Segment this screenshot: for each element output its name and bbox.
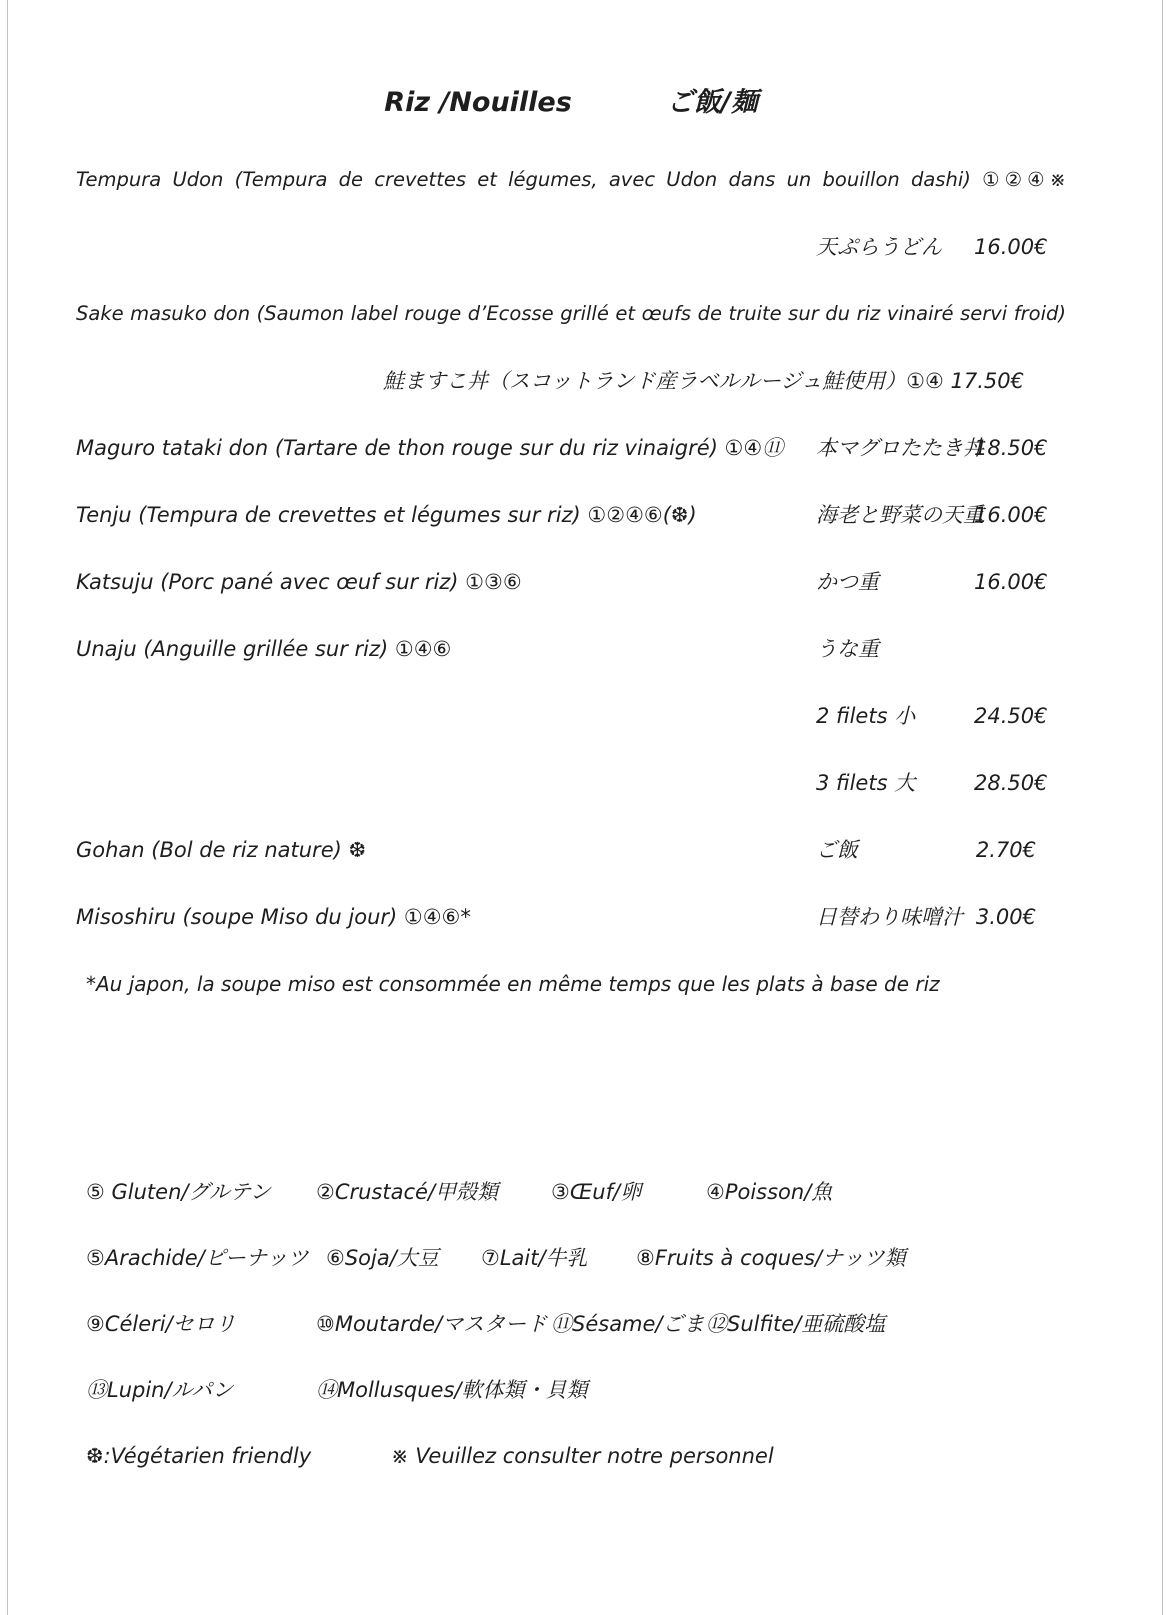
variant-label: 2 filets 小 <box>816 704 916 728</box>
menu-item-misoshiru <box>76 902 1066 932</box>
item-japanese-name: 本マグロたたき丼 <box>816 436 984 460</box>
item-price: 16.00€ <box>974 235 1048 259</box>
allergen-moutarde: ⑩Moutarde/マスタード <box>316 1312 548 1336</box>
menu-item-tempura-udon-price-line <box>76 232 1066 262</box>
allergen-arachide: ⑤Arachide/ピーナッツ <box>86 1246 309 1270</box>
item-price: 16.00€ <box>974 503 1048 527</box>
item-japanese-name-and-price: 鮭ますこ丼（スコットランド産ラベルルージュ鮭使用）①④ 17.50€ <box>382 369 1024 393</box>
allergen-gluten: ⑤ Gluten/グルテン <box>86 1180 271 1204</box>
item-price: 18.50€ <box>974 436 1048 460</box>
item-description: Misoshiru (soupe Miso du jour) ①④⑥* <box>76 905 471 929</box>
allergen-crustace: ②Crustacé/甲殻類 <box>316 1180 499 1204</box>
item-price: 16.00€ <box>974 570 1048 594</box>
item-description: Unaju (Anguille grillée sur riz) ①④⑥ <box>76 637 452 661</box>
allergen-row-2 <box>76 1243 1066 1309</box>
legend-footer-row <box>76 1441 1066 1507</box>
allergen-lait: ⑦Lait/牛乳 <box>481 1246 588 1270</box>
item-price: 2.70€ <box>975 838 1036 862</box>
item-description: Sake masuko don (Saumon label rouge d’Ecosse grillé et œufs de truite sur du riz vinairé servi froid) <box>76 302 1066 325</box>
allergen-celeri: ⑨Céleri/セロリ <box>86 1312 236 1336</box>
allergen-sesame: ⑪Sésame/ごま <box>551 1312 705 1336</box>
menu-item-katsuju <box>76 567 1066 597</box>
item-japanese-name: かつ重 <box>816 570 879 594</box>
menu-item-sake-masuko-don-description <box>76 299 1066 329</box>
variant-label: 3 filets 大 <box>816 771 916 795</box>
title-french: Riz /Nouilles <box>384 87 572 118</box>
item-price: 3.00€ <box>975 905 1036 929</box>
allergen-lupin: ⑬Lupin/ルパン <box>86 1378 234 1402</box>
menu-item-gohan <box>76 835 1066 865</box>
item-description: Katsuju (Porc pané avec œuf sur riz) ①③⑥ <box>76 570 522 594</box>
allergen-poisson: ④Poisson/魚 <box>706 1180 833 1204</box>
allergen-row-4 <box>76 1375 1066 1441</box>
menu-item-maguro-tataki-don <box>76 433 1066 463</box>
item-japanese-name: ご飯 <box>816 838 858 862</box>
title-japanese: ご飯/麺 <box>666 87 758 118</box>
page-title <box>76 85 1066 121</box>
variant-price: 28.50€ <box>974 771 1048 795</box>
allergen-soja: ⑥Soja/大豆 <box>326 1246 439 1270</box>
miso-note: *Au japon, la soupe miso est consommée en même temps que les plats à base de riz <box>86 972 940 996</box>
allergen-mollusques: ⑭Mollusques/軟体類・貝類 <box>316 1378 588 1402</box>
menu-item-unaju <box>76 634 1066 664</box>
item-description: Tempura Udon (Tempura de crevettes et légumes, avec Udon dans un bouillon dashi) ①②④※ <box>76 168 1066 191</box>
allergen-row-1 <box>76 1177 1066 1243</box>
vegetarian-friendly-note: ❆:Végétarien friendly <box>86 1444 312 1468</box>
item-description: Maguro tataki don (Tartare de thon rouge sur du riz vinaigré) ①④⑪ <box>76 436 784 460</box>
item-japanese-name: 日替わり味噌汁 <box>816 905 963 929</box>
allergen-oeuf: ③Œuf/卵 <box>551 1180 642 1204</box>
item-japanese-name: うな重 <box>816 637 879 661</box>
item-description: Gohan (Bol de riz nature) ❆ <box>76 838 367 862</box>
menu-page <box>7 0 1163 1615</box>
allergen-sulfite: ⑫Sulfite/亜硫酸塩 <box>706 1312 886 1336</box>
item-japanese-name: 海老と野菜の天重 <box>816 503 984 527</box>
allergen-fruits-a-coques: ⑧Fruits à coques/ナッツ類 <box>636 1246 906 1270</box>
allergen-legend <box>76 1177 1066 1507</box>
item-japanese-name: 天ぷらうどん <box>816 235 942 259</box>
menu-item-tenju <box>76 500 1066 530</box>
menu-item-unaju-variant-3-filets <box>76 768 1066 798</box>
variant-price: 24.50€ <box>974 704 1048 728</box>
menu-item-tempura-udon-description <box>76 165 1066 195</box>
menu-item-sake-masuko-don-price-line <box>76 366 1066 396</box>
item-description: Tenju (Tempura de crevettes et légumes sur riz) ①②④⑥(❆) <box>76 503 697 527</box>
menu-content <box>8 0 1162 1507</box>
menu-item-unaju-variant-2-filets <box>76 701 1066 731</box>
allergen-row-3 <box>76 1309 1066 1375</box>
consult-staff-note: ※ Veuillez consulter notre personnel <box>391 1444 774 1468</box>
